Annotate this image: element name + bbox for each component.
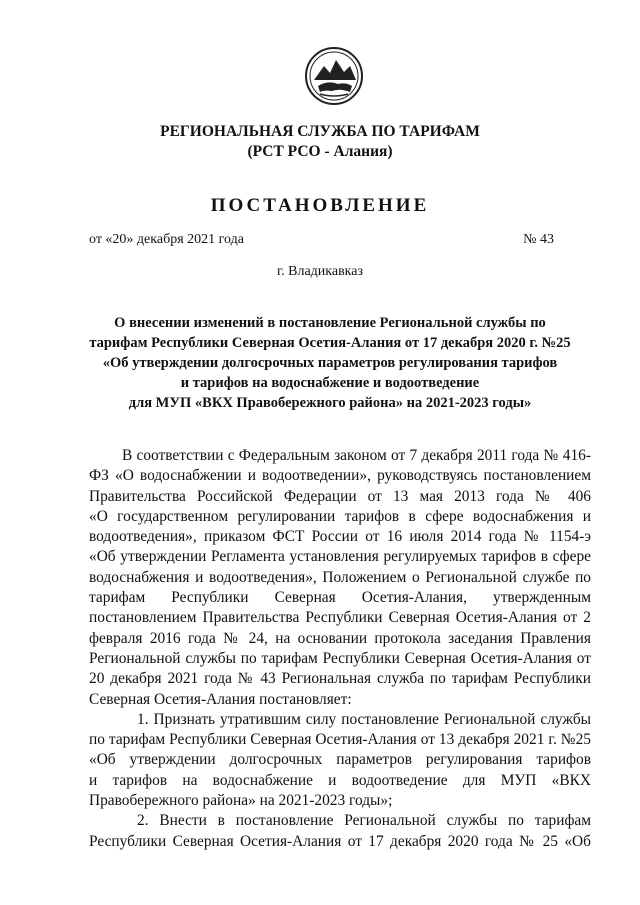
body-line: по тарифам Республики Северная Осетия-Алания от 13 декабря 2021 г. №25 xyxy=(89,731,591,749)
decree-date: от «20» декабря 2021 года xyxy=(89,232,244,247)
body-line: Правительства Российской Федерации от 13 мая 2013 года № 406 xyxy=(89,487,591,505)
body-line: Северная Осетия-Алания постановляет: xyxy=(89,690,352,708)
body-line: Правобережного района» на 2021-2023 годы»; xyxy=(89,792,393,810)
decree-subject xyxy=(70,313,590,413)
body-line: февраля 2016 года № 24, на основании протокола заседания Правления xyxy=(89,629,591,647)
body-line: 2. Внести в постановление Региональной службы по тарифам xyxy=(137,812,591,830)
body-line: В соответствии с Федеральным законом от 7 декабря 2011 года № 416- xyxy=(122,447,591,464)
decree-number: № 43 xyxy=(523,232,554,247)
body-line: и тарифов на водоснабжение и водоотведение для МУП «ВКХ xyxy=(89,771,591,789)
body-line: «Об утверждении Регламента установления регулируемых тарифов в сфере xyxy=(89,548,591,566)
subject-line: О внесении изменений в постановление Региональной службы по xyxy=(114,315,546,331)
body-line: постановлением Правительства Республики Северная Осетия-Алания от 2 xyxy=(89,609,591,627)
coat-of-arms-emblem xyxy=(304,46,364,106)
agency-abbreviation: (РСТ РСО - Алания) xyxy=(247,143,393,160)
body-line: «О государственном регулировании тарифов в сфере водоснабжения и xyxy=(89,507,591,525)
agency-name: РЕГИОНАЛЬНАЯ СЛУЖБА ПО ТАРИФАМ xyxy=(160,123,480,140)
subject-line: для МУП «ВКХ Правобережного района» на 2021-2023 годы» xyxy=(128,395,532,411)
body-line: 20 декабря 2021 года № 43 Региональная служба по тарифам Республики xyxy=(89,670,591,688)
body-line: водоснабжения и водоотведения», Положением о Региональной службе по xyxy=(89,568,591,586)
body-line: Региональной службы по тарифам Республики Северная Осетия-Алания от xyxy=(89,649,591,667)
body-line: «Об утверждении долгосрочных параметров регулирования тарифов xyxy=(89,751,591,769)
body-line: Республики Северная Осетия-Алания от 17 декабря 2020 года № 25 «Об xyxy=(89,832,591,850)
subject-line: тарифам Республики Северная Осетия-Алания от 17 декабря 2020 г. №25 xyxy=(89,335,571,351)
subject-line: и тарифов на водоснабжение и водоотведение xyxy=(180,375,480,391)
subject-line: «Об утверждении долгосрочных параметров регулирования тарифов xyxy=(102,355,558,371)
document-type-title: ПОСТАНОВЛЕНИЕ xyxy=(210,195,430,216)
body-line: водоотведения», приказом ФСТ России от 16 июля 2014 года № 1154-э xyxy=(89,528,591,546)
body-line: ФЗ «О водоснабжении и водоотведении», руководствуясь постановлением xyxy=(89,467,591,485)
body-line: тарифам Республики Северная Осетия-Алания, утвержденным xyxy=(89,589,591,607)
decree-body xyxy=(89,446,591,852)
decree-city: г. Владикавказ xyxy=(276,264,364,279)
body-line: 1. Признать утратившим силу постановление Региональной службы xyxy=(137,710,591,728)
